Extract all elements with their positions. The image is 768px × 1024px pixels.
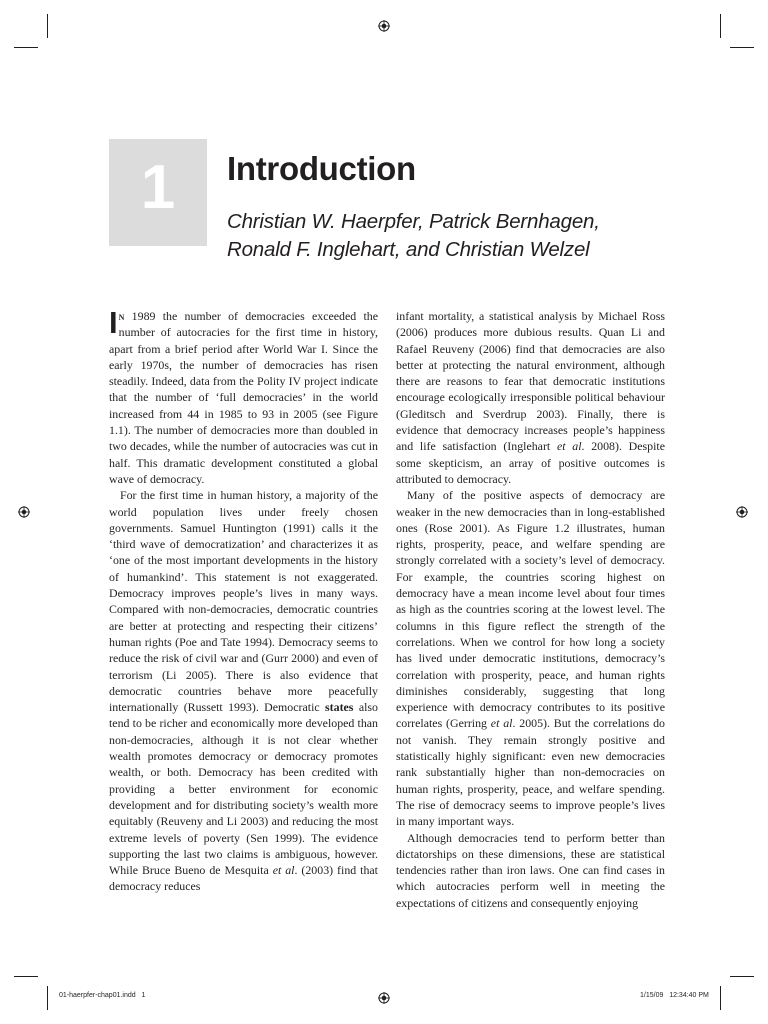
paragraph-text: . 2005). But the correlations do not vanish. They remain strongly positive and statistically highly significant: even new democracies rank substantially higher than non-democracies on human rights, prosperity, peace, and welfare spending. The rise of democracy seems to improve people’s lives in many important ways. xyxy=(396,716,665,829)
crop-mark xyxy=(730,976,754,977)
chapter-title: Introduction xyxy=(227,150,416,187)
authors-line-1: Christian W. Haerpfer, Patrick Bernhagen, xyxy=(227,210,600,233)
small-caps-lead: n xyxy=(118,309,125,323)
body-column-right xyxy=(396,308,665,911)
body-paragraph xyxy=(396,308,665,487)
crop-mark xyxy=(14,47,38,48)
body-paragraph: Although democracies tend to perform better than dictatorships on these dimensions, these are statistical tendencies rather than iron laws. One can find cases in which autocracies perform well in meeting the expectations of citizens and consequently enjoying xyxy=(396,830,665,910)
paragraph-text: . 2008). Despite some skepticism, an array of positive outcomes is attributed to democracy. xyxy=(396,439,665,486)
citation-italic: et al xyxy=(490,716,513,731)
print-timestamp: 1/15/09 12:34:40 PM xyxy=(640,992,709,999)
file-slug: 01-haerpfer-chap01.indd 1 xyxy=(59,992,146,999)
paragraph-text: For the first time in human history, a majority of the world population lives under freely chosen governments. Samuel Huntington (1991) calls it the ‘third wave of democratization’ and characterizes it as ‘one of the most important developments in the history of humankind’. This statement is not exaggerated. Democracy improves people’s lives in many ways. Compared with non-democracies, democratic countries are better at protecting and respecting their citizens’ human rights (Poe and Tate 1994). Democracy seems to reduce the risk of civil war and (Gurr 2000) and even of terrorism (Li 2005). There is also evidence that democratic countries behave more peacefully internationally (Russett 1993). Democratic xyxy=(109,488,378,715)
chapter-authors xyxy=(227,208,697,264)
body-paragraph xyxy=(396,487,665,829)
glossary-term: states xyxy=(325,700,354,715)
crop-mark xyxy=(720,14,721,38)
crop-mark xyxy=(14,976,38,977)
citation-italic: et al xyxy=(272,863,295,878)
chapter-number-box xyxy=(109,139,207,246)
registration-crosshair-icon xyxy=(378,992,390,1004)
paragraph-text: also tend to be richer and economically more developed than non-democracies, although it is not clear whether wealth promotes democracy or democracy promotes wealth, or both. Democracy has been credited with providing a better environment for economic development and for distributing society’s wealth more equitably (Reuveny and Li 2003) and reducing the most extreme levels of poverty (Sen 1999). The evidence supporting the last two claims is ambiguous, however. While Bruce Bueno de Mesquita xyxy=(109,700,378,878)
body-column-left xyxy=(109,305,378,895)
crop-mark xyxy=(47,986,48,1010)
crop-mark xyxy=(47,14,48,38)
body-paragraph xyxy=(109,487,378,894)
paragraph-text: infant mortality, a statistical analysis by Michael Ross (2006) produces more dubious results. Quan Li and Rafael Reuveny (2006) find that democracies are also better at protecting the natural environment, although there are reasons to fear that democratic institutions encourage ecologically irresponsible political behaviour (Gleditsch and Sverdrup 2003). Finally, there is evidence that democracy increases people’s happiness and life satisfaction (Inglehart xyxy=(396,309,665,454)
body-paragraph xyxy=(109,305,378,487)
registration-crosshair-icon xyxy=(18,506,30,518)
drop-cap: I xyxy=(109,305,118,340)
paragraph-text: 1989 the number of democracies exceeded the number of autocracies for the first time in history, apart from a brief period after World War I. Since the early 1970s, the number of democracies has risen steadily. Indeed, data from the Polity IV project indicate that the number of ‘full democracies’ in the world increased from 44 in 1985 to 93 in 2005 (see Figure 1.1). The number of democracies more than doubled in two decades, while the number of autocracies was cut in half. This dramatic development constituted a global wave of democracy. xyxy=(109,309,378,486)
paragraph-text: . (2003) find that democracy reduces xyxy=(109,863,378,894)
chapter-number: 1 xyxy=(140,153,176,222)
authors-line-2: Ronald F. Inglehart, and Christian Welzel xyxy=(227,238,590,261)
crop-mark xyxy=(720,986,721,1010)
crop-mark xyxy=(730,47,754,48)
citation-italic: et al xyxy=(556,439,582,454)
registration-crosshair-icon xyxy=(378,20,390,32)
paragraph-text: Many of the positive aspects of democracy are weaker in the new democracies than in long-established ones (Rose 2001). As Figure 1.2 illustrates, human rights, prosperity, peace, and welfare spending are strongly correlated with a society’s level of democracy. For example, the countries scoring highest on democracy have a mean income level about four times as high as the countries scoring at the lowest level. The columns in this figure reflect the strength of the correlations. When we control for how long a society has lived under democratic institutions, democracy’s correlation with prosperity, peace, and human rights diminishes considerably, suggesting that long experience with democracy contributes to its positive correlates (Gerring xyxy=(396,488,665,731)
registration-crosshair-icon xyxy=(736,506,748,518)
